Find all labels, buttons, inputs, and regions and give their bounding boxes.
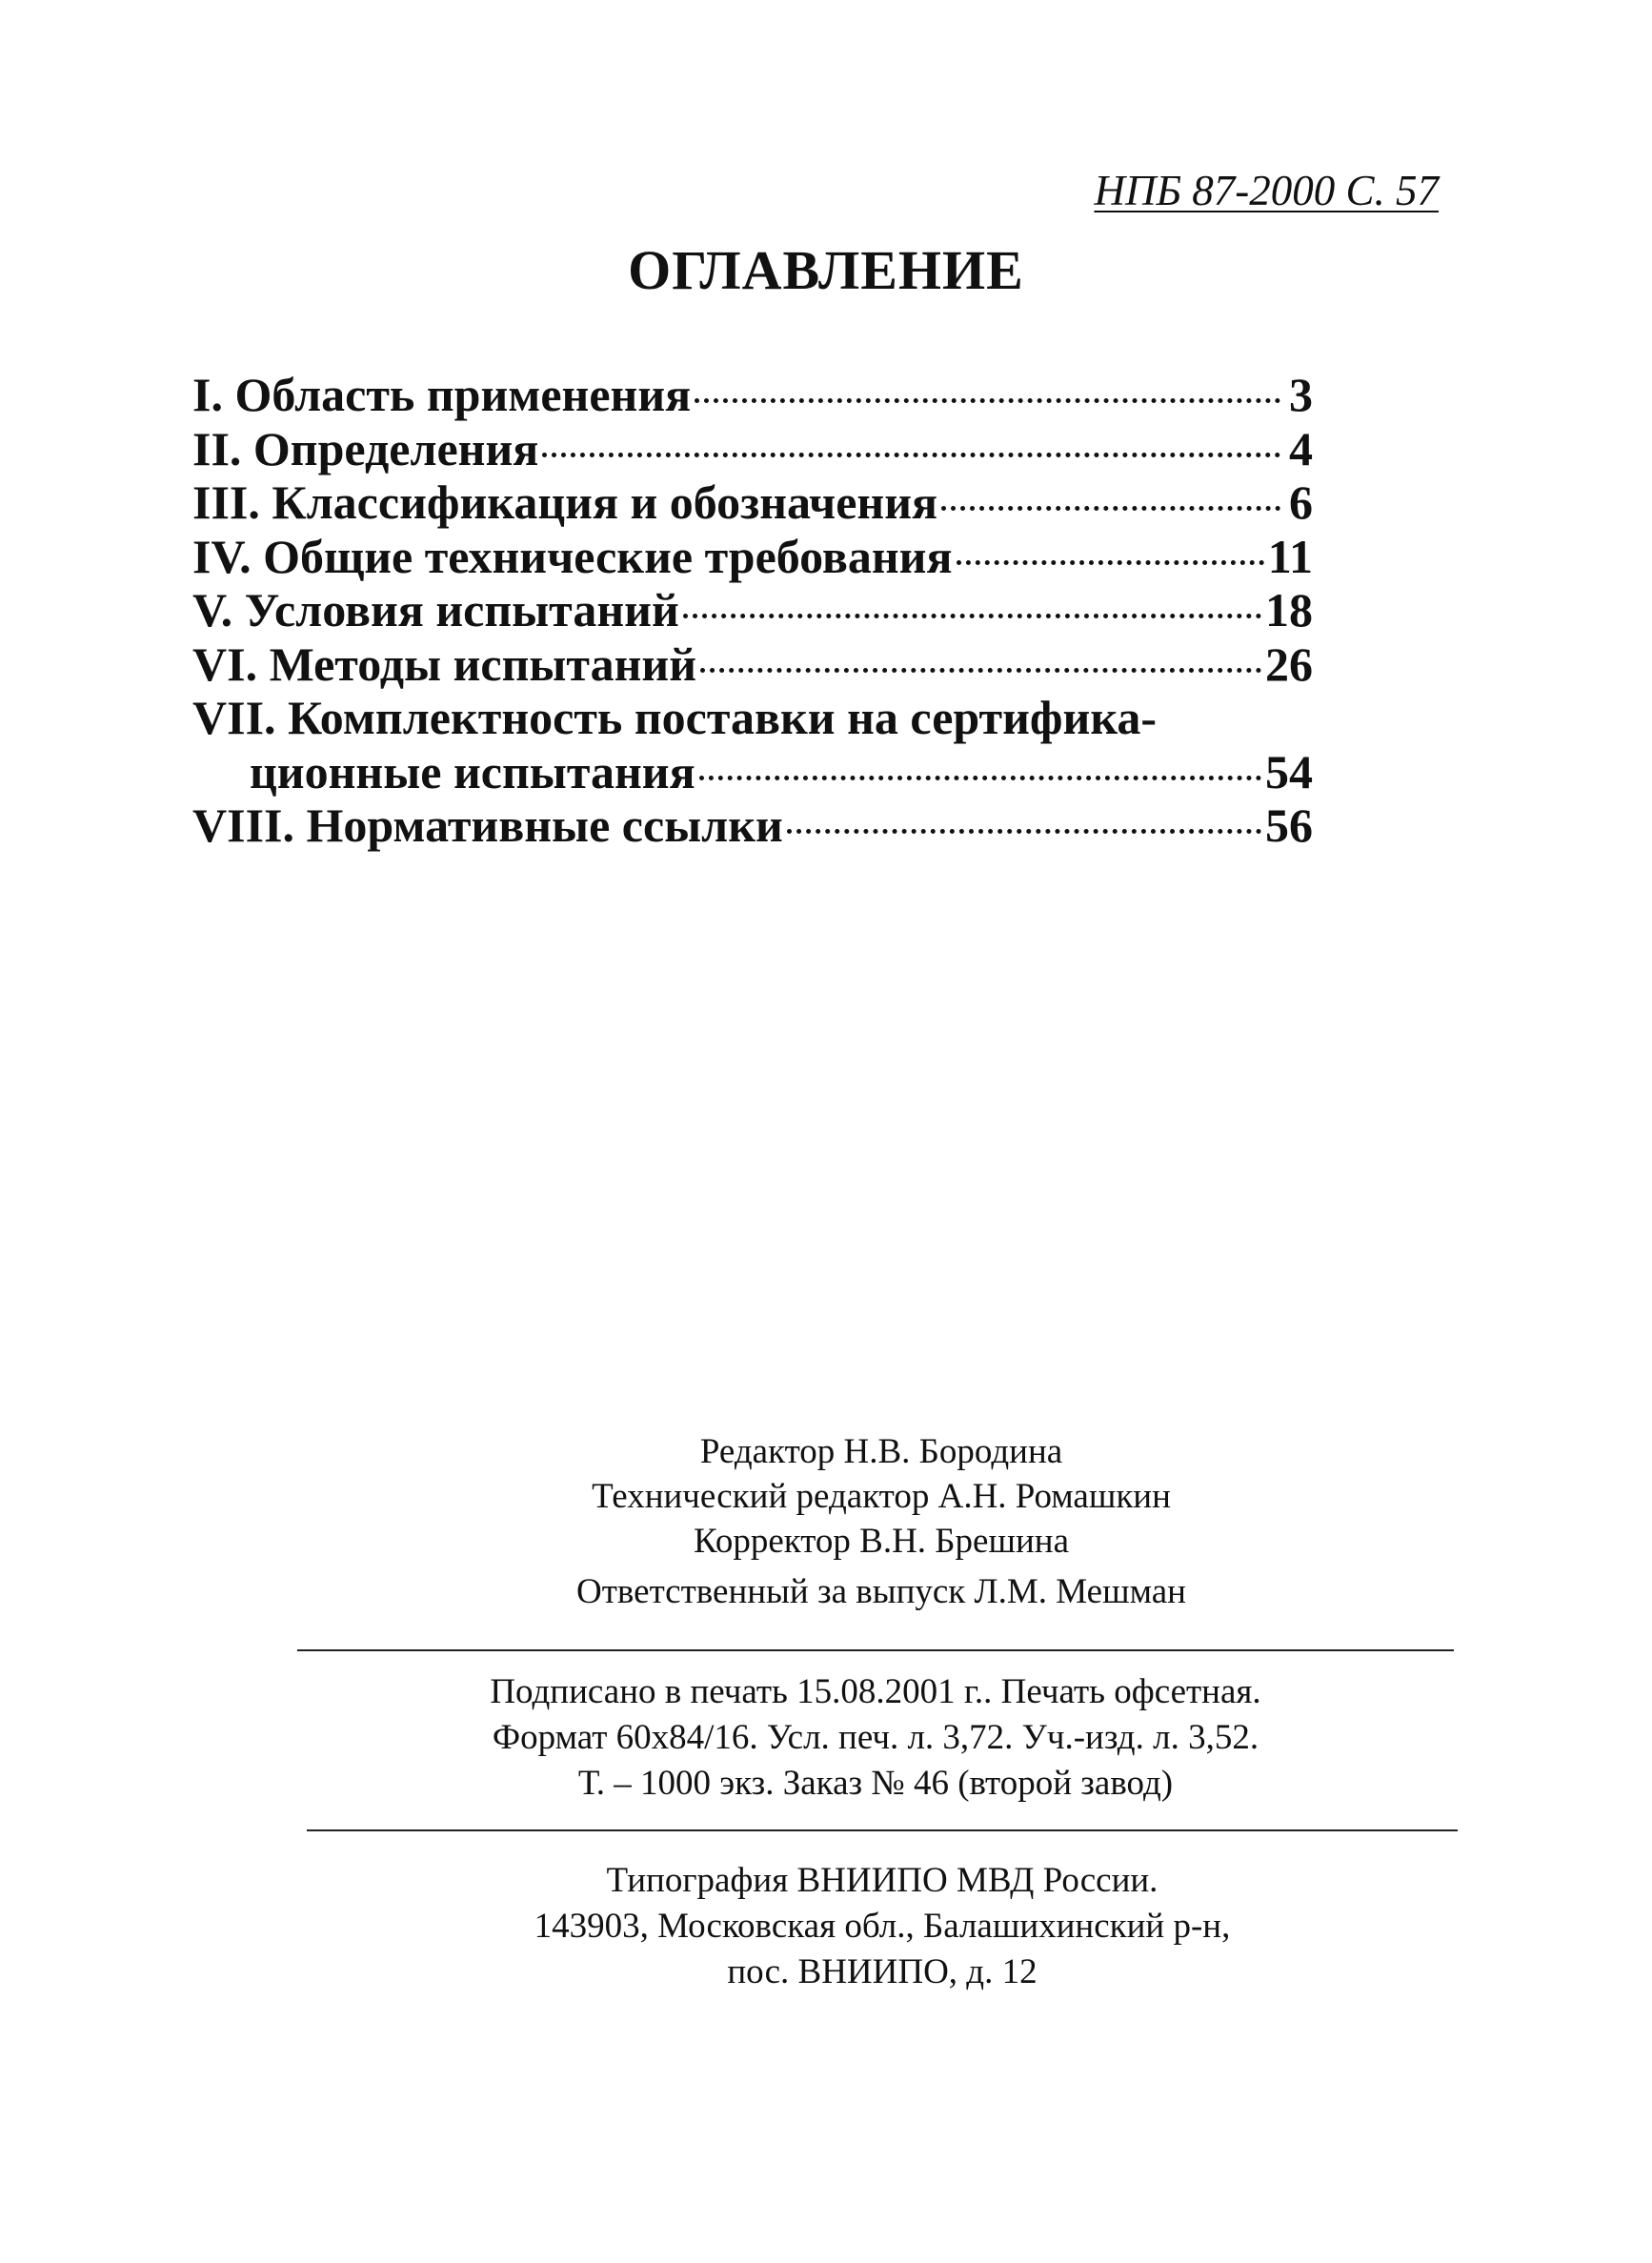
toc-entry[interactable] <box>192 368 1313 422</box>
toc-title: ОГЛАВЛЕНИЕ <box>628 239 1024 301</box>
press-info-line: пос. ВНИИПО, д. 12 <box>727 1952 1038 1991</box>
toc-entry[interactable] <box>192 691 1313 745</box>
press-info-block <box>307 1858 1458 1995</box>
print-info-line: Формат 60х84/16. Усл. печ. л. 3,72. Уч.-изд. л. 3,52. <box>492 1718 1259 1757</box>
toc-entry-label: VII. Комплектность поставки на сертифика- <box>192 691 1158 744</box>
toc-entry[interactable] <box>192 583 1313 637</box>
toc-entry-label: VI. Методы испытаний <box>192 636 697 691</box>
press-info-line: 143903, Московская обл., Балашихинский р-н, <box>534 1907 1231 1946</box>
dot-leader <box>683 614 1261 618</box>
toc-entry-page: 56 <box>1265 798 1313 852</box>
dot-leader <box>787 829 1261 834</box>
toc-entry-page: 26 <box>1265 636 1313 691</box>
table-of-contents <box>192 368 1313 853</box>
toc-entry[interactable] <box>192 637 1313 692</box>
toc-entry-page: 4 <box>1289 421 1313 475</box>
document-reference: НПБ 87-2000 С. 57 <box>1094 167 1439 214</box>
toc-entry-label: V. Условия испытаний <box>192 583 679 636</box>
print-info-line: Подписано в печать 15.08.2001 г.. Печать офсетная. <box>490 1672 1261 1711</box>
toc-entry-page: 54 <box>1265 744 1313 798</box>
toc-entry-page: 11 <box>1267 529 1313 583</box>
toc-entry-page: 6 <box>1289 475 1313 529</box>
editor-credit: Редактор Н.В. Бородина <box>699 1432 1063 1471</box>
toc-entry[interactable] <box>192 475 1313 530</box>
toc-entry[interactable] <box>192 530 1313 584</box>
tech-editor-credit: Технический редактор А.Н. Ромашкин <box>592 1477 1171 1516</box>
toc-entry[interactable] <box>192 798 1313 853</box>
dot-leader <box>542 453 1280 457</box>
responsible-credit: Ответственный за выпуск Л.М. Мешман <box>576 1572 1186 1611</box>
dot-leader <box>699 776 1261 780</box>
toc-entry-label: IV. Общие технические требования <box>192 529 953 583</box>
toc-entry-continuation[interactable] <box>192 745 1313 799</box>
dot-leader <box>695 398 1280 403</box>
credits-block <box>476 1429 1286 1614</box>
toc-entry-page: 18 <box>1265 583 1313 636</box>
toc-entry-page: 3 <box>1289 368 1313 421</box>
print-info-block <box>297 1669 1454 1807</box>
toc-entry-label: II. Определения <box>192 421 539 475</box>
toc-entry-label: III. Классификация и обозначения <box>192 475 938 529</box>
dot-leader <box>957 560 1264 565</box>
toc-entry-label: VIII. Нормативные ссылки <box>192 798 783 852</box>
divider <box>307 1829 1458 1831</box>
divider <box>297 1649 1454 1651</box>
press-info-line: Типография ВНИИПО МВД России. <box>606 1861 1158 1900</box>
print-info-line: Т. – 1000 экз. Заказ № 46 (второй завод) <box>577 1764 1174 1803</box>
dot-leader <box>941 506 1280 511</box>
toc-entry-label: I. Область применения <box>192 368 692 421</box>
proofreader-credit: Корректор В.Н. Брешина <box>693 1522 1069 1561</box>
toc-entry[interactable] <box>192 422 1313 476</box>
toc-entry-label-continuation: ционные испытания <box>250 744 695 798</box>
dot-leader <box>700 668 1261 673</box>
